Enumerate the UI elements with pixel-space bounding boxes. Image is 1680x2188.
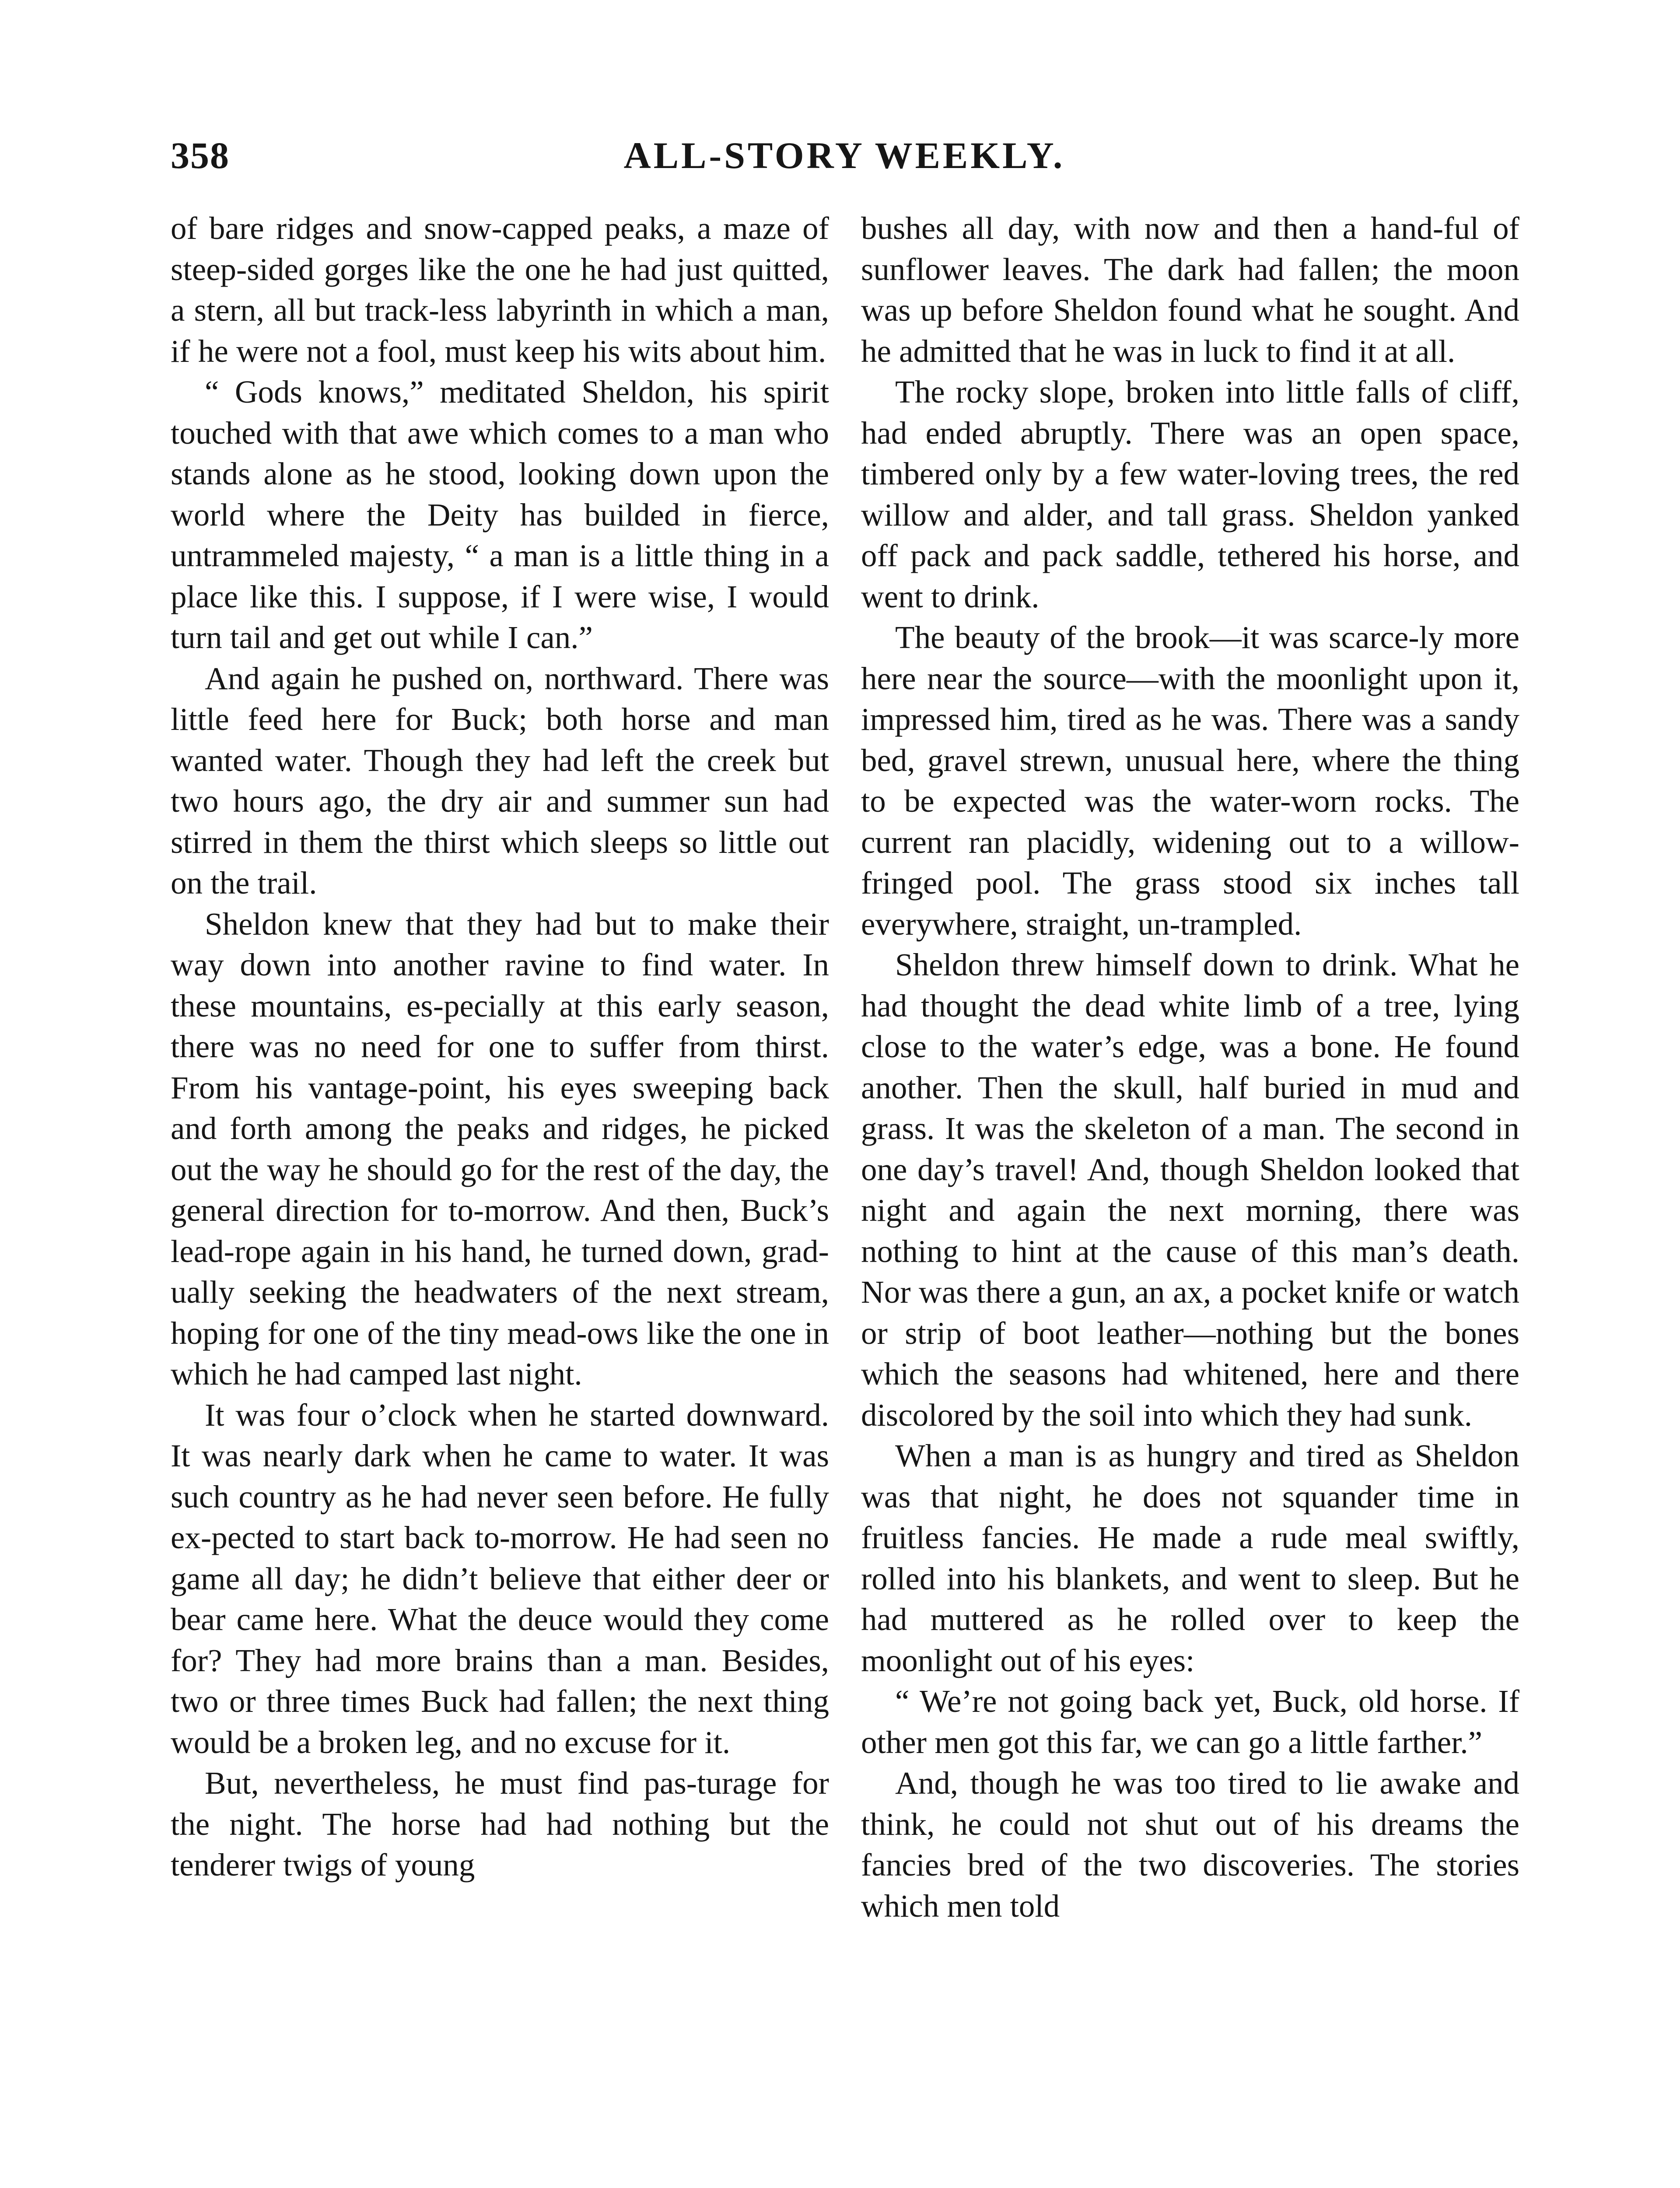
page-header — [171, 133, 1518, 186]
paragraph: of bare ridges and snow-capped peaks, a maze of steep-sided gorges like the one he had just quitted, a stern, all but track-less labyrinth in which a man, if he were not a fool, must keep his wits about him. — [171, 210, 829, 369]
paragraph: “ Gods knows,” meditated Sheldon, his spirit touched with that awe which comes to a man who stands alone as he stood, looking down upon the world where the Deity has builded in fierce, untrammeled majesty, “ a man is a little thing in a place like this. I suppose, if I were wise, I would turn tail and get out while I can.” — [171, 374, 829, 655]
paragraph: The beauty of the brook—it was scarce-ly more here near the source—with the moonlight upon it, impressed him, tired as he was. There was a sandy bed, gravel strewn, unusual here, where the thing to be expected was the water-worn rocks. The current ran placidly, widening out to a willow-fringed pool. The grass stood six inches tall everywhere, straight, un-trampled. — [861, 620, 1519, 942]
running-head: ALL-STORY WEEKLY. — [623, 134, 1065, 176]
page-number: 358 — [171, 134, 230, 176]
paragraph: bushes all day, with now and then a hand-ful of sunflower leaves. The dark had fallen; the moon was up before Sheldon found what he sought. And he admitted that he was in luck to find it at all. — [861, 210, 1519, 369]
paragraph: But, nevertheless, he must find pas-turage for the night. The horse had had nothing but the tenderer twigs of young — [171, 1765, 829, 1883]
paragraph: When a man is as hungry and tired as Sheldon was that night, he does not squander time in fruitless fancies. He made a rude meal swiftly, rolled into his blankets, and went to sleep. But he had muttered as he rolled over to keep the moonlight out of his eyes: — [861, 1438, 1519, 1678]
paragraph: The rocky slope, broken into little falls of cliff, had ended abruptly. There was an open space, timbered only by a few water-loving trees, the red willow and alder, and tall grass. Sheldon yanked off pack and pack saddle, tethered his horse, and went to drink. — [861, 374, 1519, 614]
right-column — [861, 208, 1519, 1926]
paragraph: And, though he was too tired to lie awake and think, he could not shut out of his dreams the fancies bred of the two discoveries. The stories which men told — [861, 1765, 1519, 1924]
paragraph: Sheldon knew that they had but to make their way down into another ravine to find water. In these mountains, es-pecially at this early season, there was no need for one to suffer from thirst. From his vantage-point, his eyes sweeping back and forth among the peaks and ridges, he picked out the way he should go for the rest of the day, the general direction for to-morrow. And then, Buck’s lead-rope again in his hand, he turned down, grad-ually seeking the headwaters of the next stream, hoping for one of the tiny mead-ows like the one in which he had camped last night. — [171, 906, 829, 1392]
paragraph: It was four o’clock when he started downward. It was nearly dark when he came to water. It was such country as he had never seen before. He fully ex-pected to start back to-morrow. He had seen no game all day; he didn’t believe that either deer or bear came here. What the deuce would they come for? They had more brains than a man. Besides, two or three times Buck had fallen; the next thing would be a broken leg, and no excuse for it. — [171, 1397, 829, 1760]
paragraph: Sheldon threw himself down to drink. What he had thought the dead white limb of a tree, lying close to the water’s edge, was a bone. He found another. Then the skull, half buried in mud and grass. It was the skeleton of a man. The second in one day’s travel! And, though Sheldon looked that night and again the next morning, there was nothing to hint at the cause of this man’s death. Nor was there a gun, an ax, a pocket knife or watch or strip of boot leather—nothing but the bones which the seasons had whitened, here and there discolored by the soil into which they had sunk. — [861, 947, 1519, 1433]
paragraph: “ We’re not going back yet, Buck, old horse. If other men got this far, we can go a little farther.” — [861, 1683, 1519, 1760]
paragraph: And again he pushed on, northward. There was little feed here for Buck; both horse and man wanted water. Though they had left the creek but two hours ago, the dry air and summer sun had stirred in them the thirst which sleeps so little out on the trail. — [171, 660, 829, 901]
left-column — [171, 208, 829, 1886]
